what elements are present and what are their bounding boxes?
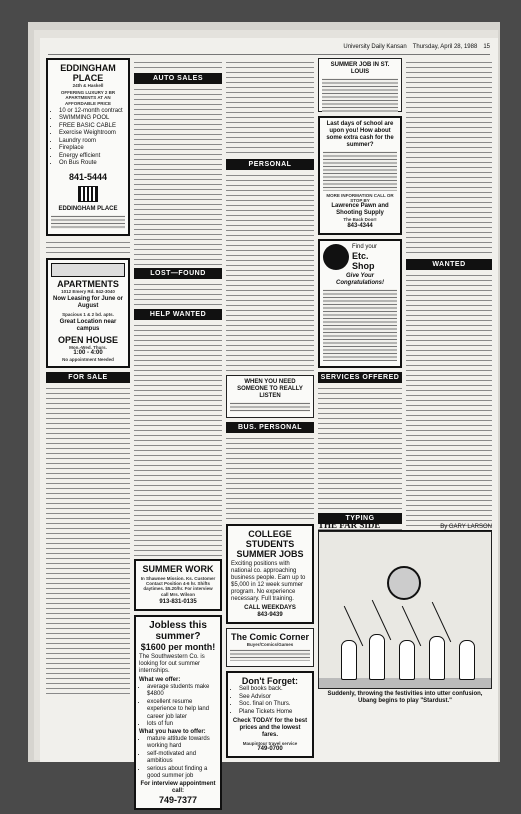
dont-forget-list bbox=[231, 686, 309, 716]
apartments-units: Spacious 1 & 2 bd. apts. bbox=[62, 312, 114, 318]
feature-item: • 10 or 12-month contract bbox=[59, 108, 125, 116]
feature-item: • On Bus Route bbox=[59, 160, 125, 168]
need-item: • mature attitude towards working hard bbox=[147, 736, 217, 751]
jobless-needs bbox=[139, 736, 217, 781]
comic-corner-ad bbox=[226, 628, 314, 667]
far-side-cartoon bbox=[318, 520, 492, 705]
travel-phone: 749-0700 bbox=[257, 746, 283, 753]
eddingham-ad bbox=[46, 58, 130, 236]
feature-item: • SWIMMING POOL bbox=[59, 115, 125, 123]
lost-found-header: LOST—FOUND bbox=[134, 268, 222, 279]
etc-shop-line2: Etc. bbox=[352, 250, 369, 261]
wanted-header: WANTED bbox=[406, 259, 492, 270]
listen-ad bbox=[226, 375, 314, 418]
checklist-item: • Plane Tickets Home bbox=[239, 709, 309, 717]
jobless-ad bbox=[134, 615, 222, 810]
column-2 bbox=[134, 58, 222, 814]
eddingham-sub: 24th & Haskell bbox=[72, 83, 104, 88]
feature-item: • Laundry room bbox=[59, 138, 125, 146]
listen-title: WHEN YOU NEED SOMEONE TO REALLY LISTEN bbox=[237, 379, 303, 399]
summer-work-phone: 913-831-0135 bbox=[159, 598, 197, 605]
services-offered-header: SERVICES OFFERED bbox=[318, 372, 402, 383]
eddingham-pitch: OFFERING LUXURY 2 BR APARTMENTS AT AN AFFORDABLE PRICE bbox=[60, 90, 116, 106]
offer-item: • average students make $4800 bbox=[147, 684, 217, 699]
apartments-open-house: OPEN HOUSE bbox=[57, 335, 118, 346]
eddingham-footer: EDDINGHAM PLACE bbox=[58, 205, 118, 212]
running-head bbox=[48, 44, 490, 55]
etc-shop-logo-icon bbox=[323, 244, 349, 270]
checklist-item: • Soc. final on Thurs. bbox=[239, 701, 309, 709]
newspaper-page bbox=[40, 38, 498, 805]
auto-sales-header: AUTO SALES bbox=[134, 73, 222, 84]
apartments-lease: Now Leasing for June or August bbox=[52, 296, 123, 310]
need-item: • serious about finding a good summer job bbox=[147, 766, 217, 781]
jobless-interview: For interview appointment call: bbox=[140, 780, 216, 794]
offer-item: • lots of fun bbox=[147, 721, 217, 729]
college-students-call: CALL WEEKDAYS bbox=[244, 605, 296, 611]
etc-shop-tag: Give Your Congratulations! bbox=[336, 272, 384, 286]
summer-work-title: SUMMER WORK bbox=[142, 564, 214, 574]
apartments-location: Great Location near campus bbox=[59, 319, 117, 333]
dont-forget-note: Check TODAY for the best prices and the lowest fares. bbox=[232, 718, 308, 739]
dont-forget-ad bbox=[226, 671, 314, 758]
feature-item: • FREE BASIC CABLE bbox=[59, 123, 125, 131]
comic-corner-sub: Buyer/Comics/Games bbox=[246, 642, 294, 647]
house-logo-icon bbox=[51, 263, 125, 277]
comic-corner-title: The Comic Corner bbox=[230, 632, 309, 642]
college-students-ad bbox=[226, 524, 314, 624]
far-side-title: THE FAR SIDE bbox=[318, 520, 381, 530]
summer-work-ad bbox=[134, 559, 222, 611]
paper-date: Thursday, April 28, 1988 bbox=[412, 44, 478, 50]
etc-shop-line1: Find your bbox=[352, 243, 378, 250]
far-side-illustration bbox=[318, 531, 492, 689]
apartments-appt: No appointment Needed bbox=[62, 357, 114, 363]
far-side-author: By GARY LARSON bbox=[440, 524, 492, 530]
apartments-days: Mon.-Wed. Thurs. bbox=[69, 345, 107, 351]
etc-shop-line3: Shop bbox=[352, 260, 375, 271]
personal-header: PERSONAL bbox=[226, 159, 314, 170]
need-item: • self-motivated and ambitious bbox=[147, 751, 217, 766]
column-1 bbox=[46, 58, 130, 698]
jobless-body: The Southwestern Co. is looking for out summer internships. bbox=[139, 653, 205, 674]
eddingham-logo-icon bbox=[78, 186, 98, 202]
paper-name: University Daily Kansan bbox=[343, 44, 407, 50]
jobless-pay: $1600 per month! bbox=[140, 641, 216, 652]
last-days-ad bbox=[318, 116, 402, 235]
last-days-body: MORE INFORMATION CALL OR STOP BY bbox=[326, 193, 394, 204]
for-sale-header: FOR SALE bbox=[46, 372, 130, 383]
college-students-phone: 843-9439 bbox=[257, 612, 283, 618]
dont-forget-title: Don't Forget: bbox=[241, 676, 299, 687]
eddingham-features bbox=[51, 108, 125, 168]
feature-item: • Fireplace bbox=[59, 145, 125, 153]
tuba-icon bbox=[387, 566, 421, 600]
feature-item: • Exercise Weightroom bbox=[59, 130, 125, 138]
page-number: 15 bbox=[483, 44, 490, 50]
last-days-phone: 843-4344 bbox=[347, 222, 373, 229]
jobless-offers bbox=[139, 684, 217, 729]
bus-personal-header: BUS. PERSONAL bbox=[226, 422, 314, 433]
last-days-title: Last days of school are upon you! How about some extra cash for the summer? bbox=[326, 121, 394, 148]
last-days-name: Lawrence Pawn and Shooting Supply bbox=[331, 203, 389, 217]
checklist-item: • Sell books back. bbox=[239, 686, 309, 694]
college-students-title: COLLEGE STUDENTS SUMMER JOBS bbox=[236, 529, 304, 559]
column-3 bbox=[226, 58, 314, 762]
last-days-addr: The Back Door! bbox=[343, 217, 377, 223]
checklist-item: • See Advisor bbox=[239, 694, 309, 702]
summer-job-st-louis-ad bbox=[318, 58, 402, 112]
eddingham-title: EDDINGHAM PLACE bbox=[60, 63, 116, 83]
travel-name: Maupintour travel service bbox=[242, 741, 298, 747]
feature-item: • Energy efficient bbox=[59, 153, 125, 161]
eddingham-phone: 841-5444 bbox=[68, 171, 108, 182]
summer-work-body: In Shawnee Mission. Ks. Customer Contact Position 4-6 hr. Shifts daytimes. $5.20/hr. For interview call Mrs. Wilson bbox=[140, 576, 216, 597]
college-students-body: Exciting positions with national co. approaching business people. Earn up to $5,000 in 12 week summer program. No experience necessary. Full training. bbox=[231, 561, 306, 602]
typing-header: TYPING bbox=[318, 513, 402, 524]
apartments-title: APARTMENTS bbox=[57, 278, 119, 289]
apartments-ad bbox=[46, 258, 130, 368]
jobless-title: Jobless this summer? bbox=[149, 619, 207, 642]
help-wanted-header: HELP WANTED bbox=[134, 309, 222, 320]
jobless-you-need: What you have to offer: bbox=[139, 728, 206, 735]
offer-item: • excellent resume experience to help land career job later bbox=[147, 699, 217, 722]
apartments-hours: 1:00 - 4:00 bbox=[73, 350, 103, 357]
far-side-caption: Suddenly, throwing the festivities into utter confusion, Ubang begins to play "Stardust." bbox=[327, 691, 483, 704]
summer-job-title: SUMMER JOB IN ST. LOUIS bbox=[330, 62, 390, 75]
jobless-we-offer: What we offer: bbox=[139, 676, 181, 683]
apartments-addr: 1012 Emery Rd. 842-3040 bbox=[61, 288, 115, 294]
etc-shop-ad bbox=[318, 239, 402, 368]
jobless-phone: 749-7377 bbox=[158, 794, 198, 805]
